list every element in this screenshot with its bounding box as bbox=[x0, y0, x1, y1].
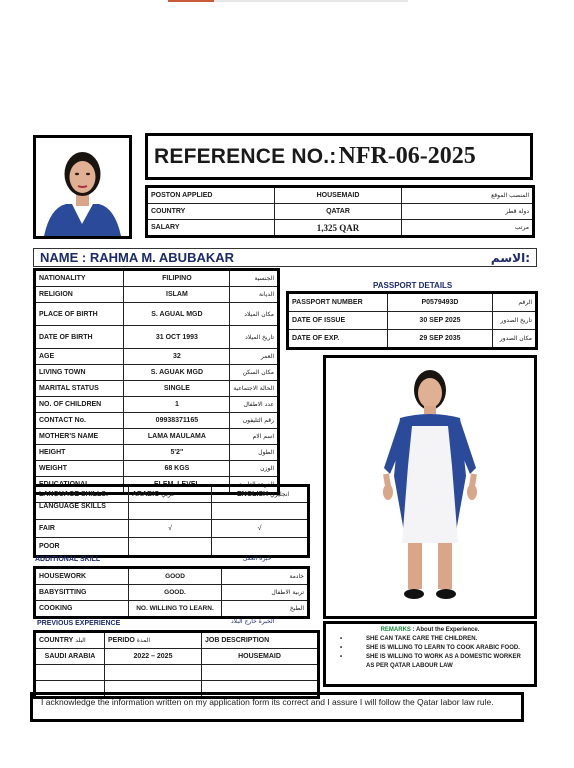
personal-row-label: WEIGHT bbox=[35, 461, 124, 477]
personal-row bbox=[35, 461, 279, 477]
additional-skill-arabic: خبرة العمل bbox=[243, 555, 272, 562]
personal-row-arabic: رقم التليفون bbox=[230, 413, 279, 429]
salary-arabic: مرتب bbox=[402, 220, 534, 237]
personal-row-label: NATIONALITY bbox=[35, 270, 124, 287]
remarks-title: REMARKS bbox=[380, 627, 411, 633]
acknowledgement-text: I acknowledge the information written on my application form its correct and I assure I will follow the Qatar labor law rule. bbox=[41, 697, 494, 707]
passport-row bbox=[288, 293, 537, 312]
passport-row-arabic: الرقم bbox=[493, 293, 537, 312]
personal-row-arabic: العمر bbox=[230, 349, 279, 365]
personal-row-arabic: عدد الاطفال bbox=[230, 397, 279, 413]
personal-row-label: DATE OF BIRTH bbox=[35, 326, 124, 349]
personal-row bbox=[35, 326, 279, 349]
arabic-column-label: ARABIC bbox=[132, 491, 160, 498]
personal-row bbox=[35, 413, 279, 429]
acknowledgement-box bbox=[30, 692, 524, 722]
reference-number: NFR-06-2025 bbox=[338, 143, 476, 169]
experience-table bbox=[33, 630, 320, 699]
personal-row bbox=[35, 365, 279, 381]
passport-title: PASSPORT DETAILS bbox=[373, 281, 453, 290]
table-row bbox=[35, 632, 319, 649]
skill-row-arabic: خادمة bbox=[222, 568, 309, 585]
personal-row-label: CONTACT No. bbox=[35, 413, 124, 429]
personal-row-arabic: الطول bbox=[230, 445, 279, 461]
skill-row-label: COOKING bbox=[35, 601, 129, 618]
personal-row-arabic: الديانة bbox=[230, 287, 279, 303]
personal-row-value: S. AGUAL MGD bbox=[124, 303, 230, 326]
skill-row-label: HOUSEWORK bbox=[35, 568, 129, 585]
reference-box bbox=[145, 133, 533, 180]
skill-row bbox=[35, 568, 309, 585]
personal-row-label: EDUCATIONAL bbox=[35, 477, 124, 494]
remark-item: • SHE IS WILLING TO WORK AS A DOMESTIC WORKER AS PER QATAR LABOUR LAW bbox=[340, 653, 528, 671]
passport-row-label: DATE OF EXP. bbox=[288, 330, 388, 349]
passport-row-arabic: مكان الصدور bbox=[493, 330, 537, 349]
skill-row-value: GOOD bbox=[129, 568, 222, 585]
personal-row bbox=[35, 381, 279, 397]
passport-table bbox=[286, 291, 538, 350]
personal-row bbox=[35, 303, 279, 326]
personal-row-value: ELEM. LEVEL bbox=[124, 477, 230, 494]
table-row bbox=[35, 520, 309, 538]
personal-row-value: FILIPINO bbox=[124, 270, 230, 287]
period-header: PERIDO bbox=[108, 637, 135, 644]
personal-row-arabic: تاريخ الميلاد bbox=[230, 326, 279, 349]
personal-row-value: LAMA MAULAMA bbox=[124, 429, 230, 445]
personal-row-value: 09938371165 bbox=[124, 413, 230, 429]
personal-row-label: MARITAL STATUS bbox=[35, 381, 124, 397]
passport-row-value: P0579493D bbox=[388, 293, 493, 312]
experience-period: 2022 – 2025 bbox=[105, 649, 202, 665]
personal-row-value: 5'2" bbox=[124, 445, 230, 461]
country-header-arabic: البلد bbox=[75, 637, 86, 644]
personal-row bbox=[35, 270, 279, 287]
portrait-photo bbox=[33, 135, 132, 239]
name-bar bbox=[33, 248, 537, 267]
passport-row-value: 29 SEP 2035 bbox=[388, 330, 493, 349]
fair-english-check: √ bbox=[212, 520, 309, 538]
language-skills-table bbox=[33, 484, 310, 558]
personal-row bbox=[35, 349, 279, 365]
personal-row-label: LIVING TOWN bbox=[35, 365, 124, 381]
personal-row-arabic: الوزن bbox=[230, 461, 279, 477]
table-row bbox=[35, 649, 319, 665]
personal-row bbox=[35, 445, 279, 461]
personal-row-label: RELIGION bbox=[35, 287, 124, 303]
position-label: POSTON APPLIED bbox=[147, 187, 275, 204]
poor-label: POOR bbox=[35, 538, 129, 557]
passport-row-arabic: تاريخ الصدور bbox=[493, 312, 537, 330]
experience-job: HOUSEMAID bbox=[202, 649, 319, 665]
position-arabic: المنصب الموقع bbox=[402, 187, 534, 204]
table-row bbox=[147, 204, 534, 220]
remarks-subtitle: : About the Experience. bbox=[412, 627, 480, 633]
salary-value: 1,325 QAR bbox=[275, 220, 402, 237]
personal-row-arabic: الدرجة العلمية bbox=[230, 477, 279, 494]
personal-row-arabic: اسم الام bbox=[230, 429, 279, 445]
additional-skill-title: ADDITIONAL SKILL bbox=[35, 556, 101, 563]
personal-row-value: ISLAM bbox=[124, 287, 230, 303]
table-row bbox=[35, 486, 309, 503]
personal-row-arabic: الجنسية bbox=[230, 270, 279, 287]
personal-row bbox=[35, 397, 279, 413]
personal-row-value: S. AGUAK MGD bbox=[124, 365, 230, 381]
remarks-box bbox=[323, 621, 537, 687]
period-header-arabic: المدة bbox=[136, 637, 151, 644]
position-table bbox=[145, 185, 535, 238]
personal-row-value: 31 OCT 1993 bbox=[124, 326, 230, 349]
personal-row-label: MOTHER'S NAME bbox=[35, 429, 124, 445]
country-value: QATAR bbox=[275, 204, 402, 220]
personal-row-label: HEIGHT bbox=[35, 445, 124, 461]
table-row bbox=[35, 503, 309, 520]
language-header-label: LANGUAGE SKILLS: bbox=[35, 486, 129, 503]
passport-row bbox=[288, 330, 537, 349]
remark-item: • SHE CAN TAKE CARE THE CHILDREN. bbox=[340, 635, 528, 644]
salary-label: SALARY bbox=[147, 220, 275, 237]
personal-row bbox=[35, 287, 279, 303]
country-label: COUNTRY bbox=[147, 204, 275, 220]
personal-row-value: 68 KGS bbox=[124, 461, 230, 477]
personal-row-value: 1 bbox=[124, 397, 230, 413]
personal-row-label: PLACE OF BIRTH bbox=[35, 303, 124, 326]
personal-row-value: SINGLE bbox=[124, 381, 230, 397]
name-arabic-label: الاسم: bbox=[490, 250, 530, 265]
table-row bbox=[35, 538, 309, 557]
passport-row-label: PASSPORT NUMBER bbox=[288, 293, 388, 312]
english-column-label: ENGLISH bbox=[237, 491, 269, 498]
experience-country: SAUDI ARABIA bbox=[35, 649, 105, 665]
personal-row-arabic: الحالة الاجتماعية bbox=[230, 381, 279, 397]
personal-row bbox=[35, 429, 279, 445]
position-value: HOUSEMAID bbox=[275, 187, 402, 204]
language-sub-label: LANGUAGE SKILLS bbox=[35, 503, 129, 520]
table-row bbox=[35, 665, 319, 681]
country-header: COUNTRY bbox=[39, 637, 74, 644]
passport-row-value: 30 SEP 2025 bbox=[388, 312, 493, 330]
table-row bbox=[147, 220, 534, 237]
remark-item: • SHE IS WILLING TO LEARN TO COOK ARABIC FOOD. bbox=[340, 644, 528, 653]
applicant-name: NAME : RAHMA M. ABUBAKAR bbox=[40, 250, 235, 265]
table-row bbox=[147, 187, 534, 204]
country-arabic: دولة قطر bbox=[402, 204, 534, 220]
skill-row bbox=[35, 585, 309, 601]
personal-row-arabic: مكان الميلاد bbox=[230, 303, 279, 326]
personal-row-value: 32 bbox=[124, 349, 230, 365]
skill-row-value: NO. WILLING TO LEARN. bbox=[129, 601, 222, 618]
reference-label: REFERENCE NO.: bbox=[154, 144, 337, 168]
personal-row-label: AGE bbox=[35, 349, 124, 365]
skill-row-value: GOOD. bbox=[129, 585, 222, 601]
job-header: JOB DESCRIPTION bbox=[202, 632, 319, 649]
skill-row-label: BABYSITTING bbox=[35, 585, 129, 601]
fair-label: FAIR bbox=[35, 520, 129, 538]
previous-experience-title: PREVIOUS EXPERIENCE bbox=[37, 620, 121, 627]
personal-row-arabic: مكان السكن bbox=[230, 365, 279, 381]
skill-row-arabic: الطبخ bbox=[222, 601, 309, 618]
fair-arabic-check: √ bbox=[129, 520, 212, 538]
english-column-arabic: انجليزي bbox=[270, 491, 290, 498]
skill-row-arabic: تربية الاطفال bbox=[222, 585, 309, 601]
skill-row bbox=[35, 601, 309, 618]
additional-skill-table bbox=[33, 566, 310, 619]
arabic-column-arabic: عربي bbox=[161, 491, 175, 498]
passport-row bbox=[288, 312, 537, 330]
top-accent-line bbox=[168, 0, 408, 2]
full-body-photo bbox=[323, 355, 537, 619]
personal-details-table bbox=[33, 268, 280, 495]
personal-row-label: NO. OF CHILDREN bbox=[35, 397, 124, 413]
previous-experience-arabic: الخبرة خارج البلاد bbox=[231, 618, 275, 625]
passport-row-label: DATE OF ISSUE bbox=[288, 312, 388, 330]
